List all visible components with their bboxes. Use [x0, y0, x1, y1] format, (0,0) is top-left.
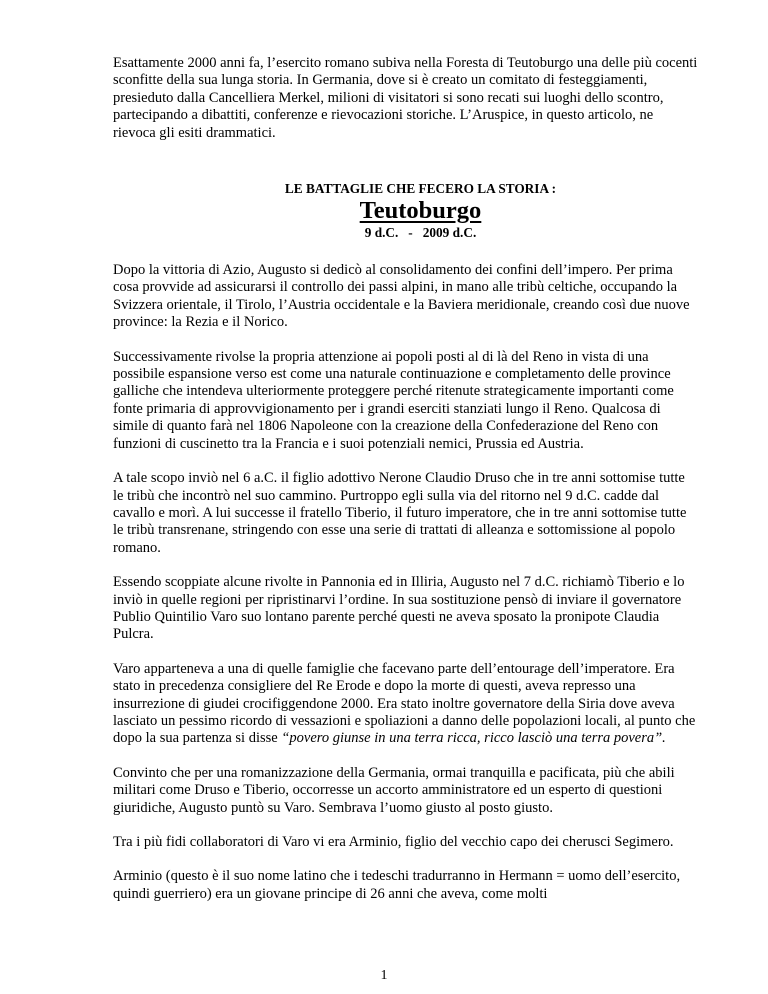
article-heading — [113, 180, 698, 241]
article-title: Teutoburgo — [359, 197, 482, 225]
body-paragraph: Tra i più fidi collaboratori di Varo vi era Arminio, figlio del vecchio capo dei cherusci Segimero. — [113, 834, 674, 850]
body-paragraph: A tale scopo inviò nel 6 a.C. il figlio adottivo Nerone Claudio Druso che in tre anni sottomise tutte le tribù che incontrò nel suo cammino. Purtroppo egli sulla via del ritorno nel 9 d.C. cadde dal cavallo e morì. A lui successe il fratello Tiberio, il futuro imperatore, che in tre anni sottomise tutte le tribù transrenane, stringendo con esse una serie di trattati di alleanza e sottomissione al popolo romano. — [113, 470, 687, 556]
page-number: 1 — [380, 968, 388, 983]
body-paragraph: Successivamente rivolse la propria attenzione ai popoli posti al di là del Reno in vista di una possibile espansione verso est come una naturale continuazione e completamento delle province galliche che intendeva ulteriormente proteggere perché ritenute strategicamente importanti come fonte primaria di approvvigionamento per i grandi eserciti stanziati lungo il Reno. Qualcosa di simile di quanto farà nel 1806 Napoleone con la creazione della Confederazione del Reno con funzioni di cuscinetto tra la Francia e i suoi potenziali nemici, Prussia ed Austria. — [113, 348, 674, 452]
intro-paragraph: Esattamente 2000 anni fa, l’esercito romano subiva nella Foresta di Teutoburgo una delle più cocenti sconfitte della sua lunga storia. In Germania, dove si è creato un comitato di festeggiamenti, presieduto dalla Cancelliera Merkel, milioni di visitatori si sono recati sui luoghi dello scontro, partecipando a dibattiti, conferenze e rievocazioni storiche. L’Aruspice, in questo articolo, ne rievoca gli esiti drammatici. — [113, 55, 698, 141]
body-paragraph: Essendo scoppiate alcune rivolte in Pannonia ed in Illiria, Augusto nel 7 d.C. richiamò Tiberio e lo inviò in quelle regioni per ripristinarvi l’ordine. In sua sostituzione pensò di inviare il governatore Publio Quintilio Varo suo lontano parente perché questi ne aveva sposato la pronipote Claudia Pulcra. — [113, 574, 685, 643]
body-paragraph: Dopo la vittoria di Azio, Augusto si dedicò al consolidamento dei confini dell’impero. Per prima cosa provvide ad assicurarsi il controllo dei passi alpini, in mano alle tribù celtiche, occupando la Svizzera orientale, il Tirolo, l’Austria occidentale e la Baviera meridionale, creando così due nuove province: la Rezia e il Norico. — [113, 262, 690, 331]
body-paragraph: Arminio (questo è il suo nome latino che i tedeschi tradurranno in Hermann = uomo dell’esercito, quindi guerriero) era un giovane principe di 26 anni che aveva, come molti — [113, 868, 681, 902]
varo-quote: “povero giunse in una terra ricca, ricco lasciò una terra povera”. — [281, 730, 666, 747]
article-dates: 9 d.C. - 2009 d.C. — [364, 225, 477, 241]
heading-kicker: LE BATTAGLIE CHE FECERO LA STORIA : — [284, 181, 557, 197]
body-paragraph: Convinto che per una romanizzazione della Germania, ormai tranquilla e pacificata, più che abili militari come Druso e Tiberio, occorresse un accorto amministratore ed un esperto di questioni giuridiche, Augusto puntò su Varo. Sembrava l’uomo giusto al posto giusto. — [113, 764, 675, 816]
varo-paragraph — [113, 661, 698, 748]
varo-paragraph-text: Varo apparteneva a una di quelle famiglie che facevano parte dell’entourage dell’imperatore. Era stato in precedenza consigliere del Re Erode e dopo la morte di questi, aveva represso una insurrezione di giudei crocifiggendone 2000. Era stato inoltre governatore della Siria dove aveva lasciato un pessimo ricordo di vessazioni e spoliazioni a danno delle popolazioni locali, al punto che dopo la sua partenza si disse — [113, 660, 696, 747]
